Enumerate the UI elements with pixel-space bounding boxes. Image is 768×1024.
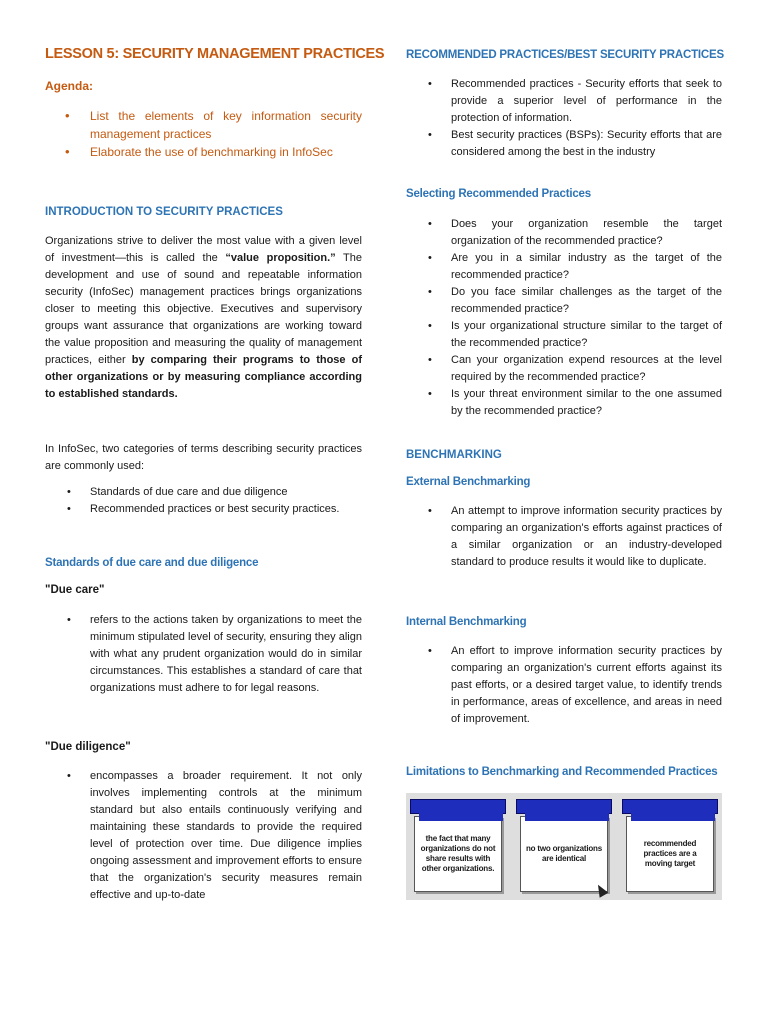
list-item: • refers to the actions taken by organizations to meet the minimum stipulated level of security, ensuring they align with what any prudent organization would do in similar circumstances. This establishes a standard of care that organizations must adhere to for legal reasons. [67, 614, 362, 694]
list-item: • Best security practices (BSPs): Security efforts that are considered among the best in the industry [428, 129, 722, 158]
agenda-item: • List the elements of key information security management practices [65, 108, 362, 141]
list-item: • Does your organization resemble the target organization of the recommended practice? [428, 218, 722, 247]
categories-paragraph: In InfoSec, two categories of terms describing security practices are commonly used: [45, 443, 362, 472]
categories-list [67, 484, 362, 518]
figure-panel [410, 799, 506, 895]
figure-panel [516, 799, 612, 895]
due-diligence-list [67, 768, 362, 904]
selecting-heading: Selecting Recommended Practices [406, 188, 591, 200]
due-care-list [67, 612, 362, 697]
internal-list [428, 643, 722, 728]
list-item: • Do you face similar challenges as the target of the recommended practice? [428, 286, 722, 315]
list-item: • Are you in a similar industry as the target of the recommended practice? [428, 252, 722, 281]
external-list [428, 503, 722, 571]
lesson-title: LESSON 5: SECURITY MANAGEMENT PRACTICES [45, 46, 385, 62]
list-item: • Standards of due care and due diligence [67, 486, 288, 498]
list-item: • Recommended practices or best security practices. [67, 503, 340, 515]
selecting-list [428, 216, 722, 420]
intro-heading: INTRODUCTION TO SECURITY PRACTICES [45, 206, 283, 218]
list-item: • Is your organizational structure similar to the target of the recommended practice? [428, 320, 722, 349]
standards-heading: Standards of due care and due diligence [45, 557, 259, 569]
panel-box: the fact that many organizations do not share results with other organizations. [414, 816, 502, 892]
agenda-list [45, 107, 362, 161]
list-item: • encompasses a broader requirement. It not only involves implementing controls at the minimum standard but also entails continuously verifying and maintaining these standards to provide the required level of protection over time. Due diligence implies ongoing assessment and improvement efforts to ensure that the organization's security measures remain effective and up-to-date [67, 770, 362, 901]
figure-panel [622, 799, 718, 895]
benchmarking-heading: BENCHMARKING [406, 449, 502, 461]
panel-box: no two organizations are identical [520, 816, 608, 892]
intro-paragraph: Organizations strive to deliver the most value with a given level of investment—this is called the “value proposition.” The development and use of sound and repeatable information security (InfoSec) management practices brings organizations closer to meeting this objective. Executives and supervisory groups want assurance that organizations are working toward the value proposition and measuring the quality of management practices, either by comparing their programs to those of other organizations or by measuring compliance according to established standards. [45, 235, 363, 400]
due-care-heading: "Due care" [45, 584, 105, 596]
list-item: • An attempt to improve information security practices by comparing an organization's efforts against practices of a similar organization or an industry-developed standard to produce results it would like to duplicate. [428, 505, 722, 568]
panel-box: recommended practices are a moving target [626, 816, 714, 892]
limitations-heading: Limitations to Benchmarking and Recommended Practices [406, 766, 718, 778]
agenda-item: • Elaborate the use of benchmarking in InfoSec [65, 144, 333, 159]
list-item: • An effort to improve information security practices by comparing an organization's current efforts against its past efforts, or a desired target value, to identify trends in performance, areas of excellence, and areas in need of improvement. [428, 645, 722, 725]
list-item: • Is your threat environment similar to the one assumed by the recommended practice? [428, 388, 722, 417]
list-item: • Recommended practices - Security efforts that seek to provide a superior level of performance in the protection of information. [428, 78, 722, 124]
recommended-list [428, 76, 722, 161]
agenda-heading: Agenda: [45, 79, 93, 93]
recommended-heading: RECOMMENDED PRACTICES/BEST SECURITY PRACTICES [406, 49, 724, 61]
list-item: • Can your organization expend resources at the level required by the recommended practice? [428, 354, 722, 383]
limitations-figure [406, 793, 722, 900]
internal-benchmarking-heading: Internal Benchmarking [406, 616, 527, 628]
external-benchmarking-heading: External Benchmarking [406, 476, 531, 488]
due-diligence-heading: "Due diligence" [45, 741, 131, 753]
